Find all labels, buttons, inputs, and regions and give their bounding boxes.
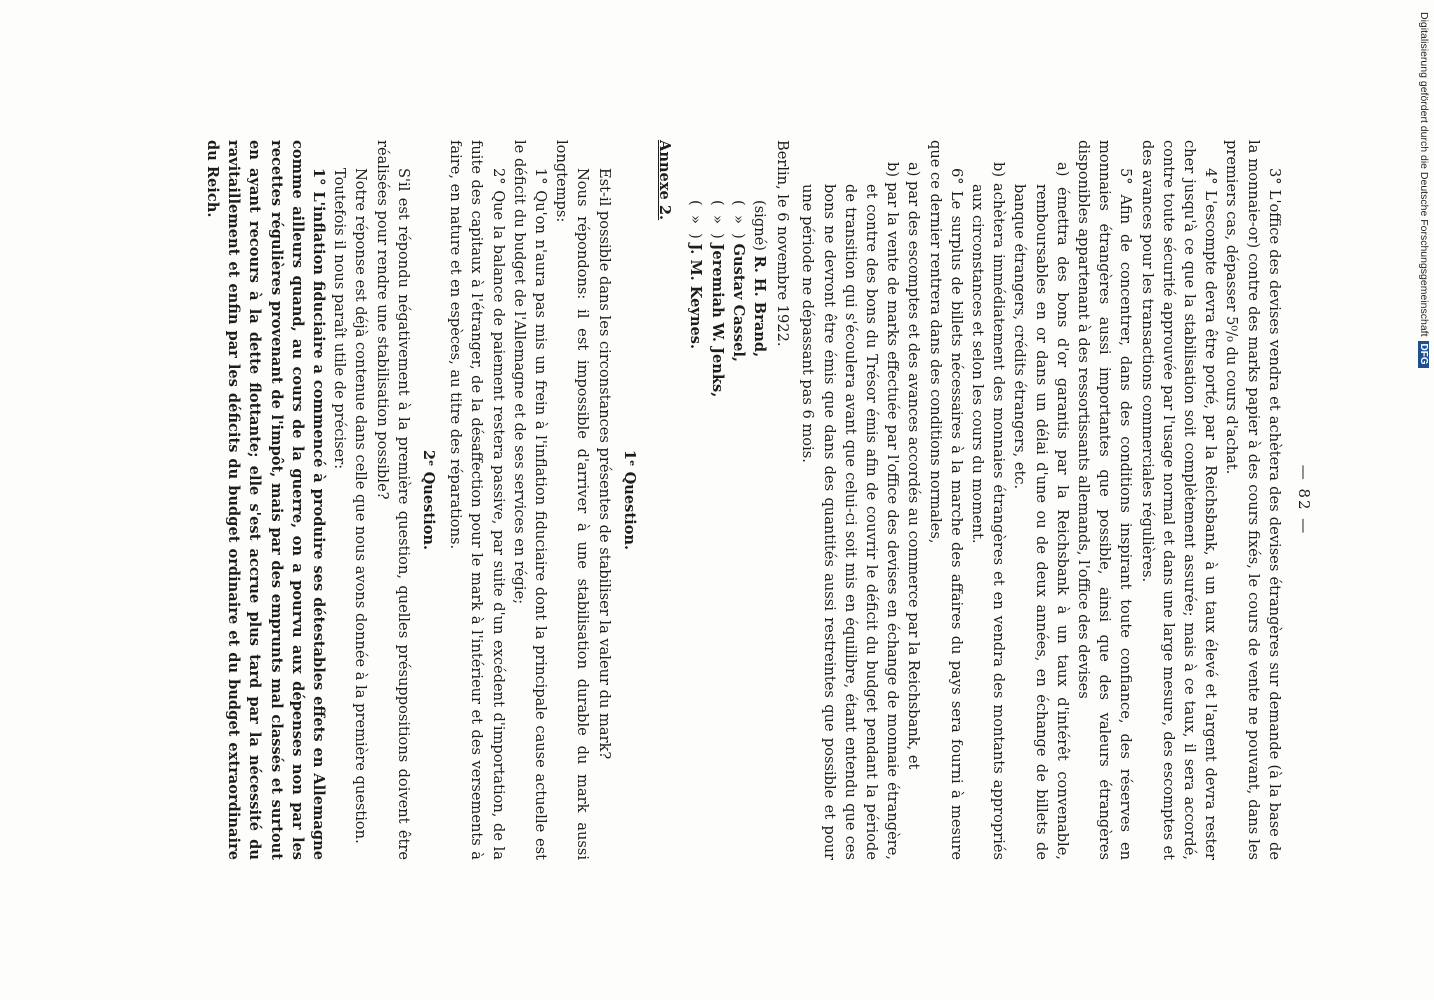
signature-prefix: ( » ) (708, 200, 726, 239)
sub-item-5b: b) achètera immédiatement des monnaies étrangères et en vendra des montants appropriés aux circonstances et selon les cours du moment. (968, 162, 1008, 860)
credit-label: Digitalisierung gefördert durch die Deutsche Forschungsgemeinschaft (1418, 12, 1430, 337)
signature-line (749, 200, 770, 860)
question-1-paragraph: 1° Qu'on n'aura pas mis un frein à l'inflation fiduciaire dont la principale cause actuelle est le déficit du budget de l'Allemagne et de ses services en régie; (510, 140, 550, 860)
sub-item-6b: b) par la vente de marks effectuée par l'office des devises en échange de monnaie étrangère, et contre des bons du Trésor émis afin de couvrir le déficit du budget pendant la période de transition qui s'écoulera avant que celui-ci soit mis en équilibre, étant entendu que ces bons ne devront être émis que dans des quantités aussi restreintes que possible et pour une période ne dépassant pas 6 mois. (799, 162, 902, 860)
signature-prefix: (signé) (750, 200, 768, 251)
paragraph-4: 4° L'escompte devra être porté, par la Reichsbank, à un taux élevé et l'argent devra rester cher jusqu'à ce que la stabilisation soit complètement assurée; mais à ce taux, il sera accordé, contre toute sécurité approuvée par l'usage normal et dans une large mesure, des escomptes et des avances pour les transactions commerciales régulières. (1138, 140, 1220, 860)
question-2-paragraph: Toutefois il nous paraît utile de préciser: (331, 168, 349, 470)
signature-block (685, 200, 770, 860)
paragraph-5: 5° Afin de concentrer, dans des conditions inspirant toute confiance, des réserves en monnaies étrangères aussi importantes que possible, ainsi que des valeurs étrangères disponibles appartenant à des ressortissants allemands, l'office des devises (1074, 140, 1135, 860)
signature-prefix: ( » ) (729, 200, 747, 239)
signatory-name: Jeremiah W. Jenks, (708, 243, 726, 398)
digitization-credit-text (1418, 12, 1430, 368)
digitization-credit (1412, 6, 1432, 996)
sub-item-6a: a) par des escomptes et des avances accordés au commerce par la Reichsbank, et (905, 162, 923, 770)
date-line: Berlin, le 6 novembre 1922. (774, 140, 792, 347)
signature-line (706, 200, 727, 860)
signature-line (685, 200, 706, 860)
question-1-paragraph: Nous répondons: il est impossible d'arriver à une stabilisation durable du mark aussi longtemps: (553, 140, 592, 860)
signatory-name: R. H. Brand, (750, 255, 768, 358)
page-number: — 82 — (1295, 464, 1313, 536)
question-2-heading: 2ᵉ Question. (420, 449, 438, 551)
signature-line (728, 200, 749, 860)
question-1-heading: 1ᵉ Question. (620, 449, 638, 551)
paragraph-6: 6° Le surplus de billets nécessaires à la marche des affaires du pays sera fourni à mesure que ce dernier rentrera dans des conditions normales, (926, 140, 965, 860)
paragraph-3: 3° L'office des devises vendra et achètera des devises étrangères sur demande (à la base de la monnaie-or) contre des marks papier à des cours fixés, le cours de vente ne pouvant, dans les premiers cas, dépasser 5⁰/₀ du cours d'achat. (1223, 140, 1283, 860)
signatory-name: Gustav Cassel, (729, 243, 747, 362)
question-1-paragraph: Est-il possible dans les circonstances présentes de stabiliser la valeur du mark? (595, 168, 613, 760)
annexe-heading: Annexe 2. (656, 140, 674, 221)
question-2-paragraph: Notre réponse est déjà contenue dans celle que nous avons donnée à la première question. (352, 168, 370, 844)
question-1-paragraph: 2° Que la balance de paiement restera passive, par suite d'un excédent d'importation, de la fuite des capitaux à l'étranger, de la désaffection pour le mark à l'intérieur et des versements à faire, en nature et en espèces, au titre des réparations. (447, 140, 507, 860)
signatory-name: J. M. Keynes. (687, 243, 705, 350)
question-2-paragraph: S'il est répondu négativement à la première question, quelles présuppositions doivent être réalisées pour rendre une stabilisation possible? (373, 140, 412, 860)
dfg-logo: DFG (1418, 341, 1429, 368)
signature-prefix: ( » ) (687, 200, 705, 239)
document-page (114, 140, 1314, 860)
question-2-paragraph: 1° L'inflation fiduciaire a commencé à produire ses détestables effets en Allemagne comme ailleurs quand, au cours de la guerre, on a pourvu aux dépenses non par les recettes régulières provenant de l'impôt, mais par des emprunts mal classés et surtout en ayant recours à la dette flottante; elle s'est accrue plus tard par la nécessité du ravitaillement et enfin par les déficits du budget ordinaire et du budget extraordinaire du Reich. (204, 140, 328, 860)
sub-item-5a: a) émettra des bons d'or garantis par la Reichsbank à un taux d'intérêt convenable, remboursables en or dans un délai d'une ou de deux années, en échange de billets de banque étrangers, crédits étrangers, etc. (1011, 162, 1071, 860)
